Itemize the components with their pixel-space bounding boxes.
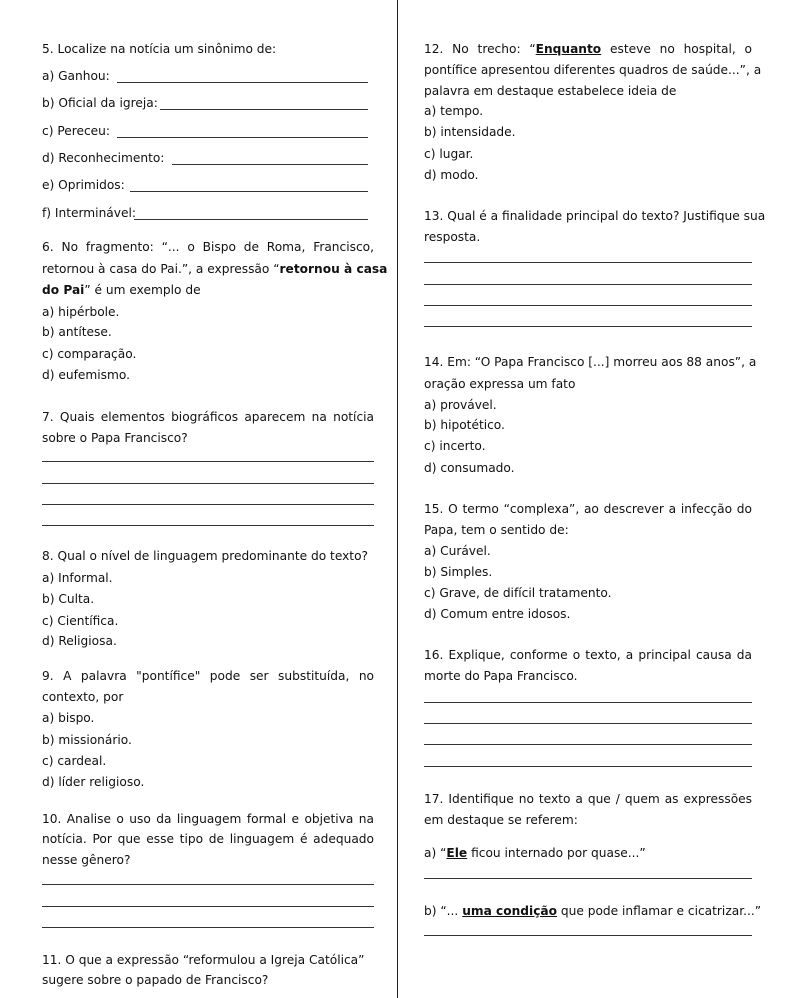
q13-answer-line-4[interactable] [424,326,752,327]
q6-option-d[interactable]: d) eufemismo. [42,368,130,382]
question-7-line-1: 7. Quais elementos biográficos aparecem na notícia [42,410,374,424]
question-14-line-1: 14. Em: “O Papa Francisco [...] morreu aos 88 anos”, a [424,355,757,369]
q5-item-f-label: f) Interminável: [42,206,136,220]
q9-option-d[interactable]: d) líder religioso. [42,775,145,789]
q5-answer-line-b[interactable] [160,109,368,110]
q8-option-d[interactable]: d) Religiosa. [42,634,117,648]
q5-item-b [42,96,158,110]
q17-item-a-post: ficou internado por quase...” [467,846,646,860]
q14-option-b[interactable]: b) hipotético. [424,418,505,432]
question-9-line-1: 9. A palavra "pontífice" pode ser substituída, no [42,669,374,683]
q17-item-a [424,846,646,860]
q7-answer-line-1[interactable] [42,461,374,462]
q5-item-e [42,178,125,192]
q7-answer-line-3[interactable] [42,504,374,505]
q5-answer-line-f[interactable] [134,219,368,220]
question-12-line-1 [424,42,752,56]
question-5-stem: 5. Localize na notícia um sinônimo de: [42,42,277,56]
q6-line-3-text: ” é um exemplo de [84,283,201,297]
question-17-line-1: 17. Identifique no texto a que / quem as expressões [424,792,752,806]
q15-option-c[interactable]: c) Grave, de difícil tratamento. [424,586,612,600]
question-15-line-1: 15. O termo “complexa”, ao descrever a infecção do [424,502,752,516]
right-column [398,0,803,998]
q5-item-c-label: c) Pereceu: [42,124,111,138]
q17-answer-line-a[interactable] [424,878,752,879]
question-7-line-2: sobre o Papa Francisco? [42,431,188,445]
q5-item-a-label: a) Ganhou: [42,69,110,83]
q13-answer-line-3[interactable] [424,305,752,306]
q17-item-a-highlight: Ele [446,846,468,860]
question-15-line-2: Papa, tem o sentido de: [424,523,569,537]
q5-answer-line-d[interactable] [172,164,368,165]
question-8-stem: 8. Qual o nível de linguagem predominante do texto? [42,549,369,563]
q9-option-b[interactable]: b) missionário. [42,733,132,747]
q5-answer-line-e[interactable] [130,191,368,192]
q12-line-1-pre: 12. No trecho: “ [424,42,536,56]
question-10-line-2: notícia. Por que esse tipo de linguagem é adequado [42,832,374,846]
q17-item-b [424,904,761,918]
question-6-line-1: 6. No fragmento: “... o Bispo de Roma, Francisco, [42,240,374,254]
q14-option-d[interactable]: d) consumado. [424,461,515,475]
question-10-line-3: nesse gênero? [42,853,131,867]
q14-option-c[interactable]: c) incerto. [424,439,486,453]
q16-answer-line-4[interactable] [424,766,752,767]
question-16-line-1: 16. Explique, conforme o texto, a principal causa da [424,648,752,662]
question-13-line-1: 13. Qual é a finalidade principal do texto? Justifique sua [424,209,766,223]
q17-item-b-pre: b) “... [424,904,463,918]
q5-answer-line-c[interactable] [117,137,368,138]
q10-answer-line-1[interactable] [42,884,374,885]
question-12-line-3: palavra em destaque estabelece ideia de [424,84,677,98]
q6-option-c[interactable]: c) comparação. [42,347,137,361]
q5-item-e-label: e) Oprimidos: [42,178,125,192]
q17-item-b-highlight: uma condição [462,904,558,918]
q17-answer-line-b[interactable] [424,935,752,936]
q15-option-b[interactable]: b) Simples. [424,565,493,579]
q10-answer-line-2[interactable] [42,906,374,907]
q6-line-2-text: retornou à casa do Pai.”, a expressão “ [42,262,280,276]
q17-item-a-pre: a) “ [424,846,447,860]
q5-item-a [42,69,110,83]
question-9-line-2: contexto, por [42,690,124,704]
q12-option-b[interactable]: b) intensidade. [424,125,516,139]
q5-item-f [42,206,136,220]
q8-option-b[interactable]: b) Culta. [42,592,95,606]
q12-line-1-post: esteve no hospital, o [601,42,752,56]
q7-answer-line-2[interactable] [42,483,374,484]
question-10-line-1: 10. Analise o uso da linguagem formal e objetiva na [42,812,374,826]
q9-option-a[interactable]: a) bispo. [42,711,95,725]
q16-answer-line-2[interactable] [424,723,752,724]
question-17-line-2: em destaque se referem: [424,813,578,827]
q5-item-d-label: d) Reconhecimento: [42,151,165,165]
q6-option-b[interactable]: b) antítese. [42,325,112,339]
q14-option-a[interactable]: a) provável. [424,398,497,412]
q12-option-d[interactable]: d) modo. [424,168,479,182]
q15-option-a[interactable]: a) Curável. [424,544,491,558]
question-12-line-2: pontífice apresentou diferentes quadros de saúde...”, a [424,63,762,77]
q7-answer-line-4[interactable] [42,525,374,526]
question-11-line-1: 11. O que a expressão “reformulou a Igreja Católica” [42,953,365,967]
q12-option-c[interactable]: c) lugar. [424,147,474,161]
q12-option-a[interactable]: a) tempo. [424,104,484,118]
question-16-line-2: morte do Papa Francisco. [424,669,578,683]
q6-option-a[interactable]: a) hipérbole. [42,305,120,319]
q8-option-c[interactable]: c) Científica. [42,614,119,628]
q13-answer-line-1[interactable] [424,262,752,263]
q5-answer-line-a[interactable] [117,82,368,83]
question-6-line-3 [42,283,201,297]
q16-answer-line-1[interactable] [424,702,752,703]
q13-answer-line-2[interactable] [424,284,752,285]
q15-option-d[interactable]: d) Comum entre idosos. [424,607,571,621]
question-11-line-2: sugere sobre o papado de Francisco? [42,973,269,987]
left-column [0,0,397,998]
q6-highlight-part-2: do Pai [42,283,85,297]
q16-answer-line-3[interactable] [424,744,752,745]
q8-option-a[interactable]: a) Informal. [42,571,113,585]
q6-highlight-part-1: retornou à casa [279,262,388,276]
question-13-line-2: resposta. [424,230,481,244]
q5-item-c [42,124,110,138]
question-6-line-2 [42,262,387,276]
q5-item-d [42,151,164,165]
q9-option-c[interactable]: c) cardeal. [42,754,107,768]
q17-item-b-post: que pode inflamar e cicatrizar...” [557,904,762,918]
q10-answer-line-3[interactable] [42,927,374,928]
q5-item-b-label: b) Oficial da igreja: [42,96,158,110]
q12-highlighted-word: Enquanto [535,42,602,56]
question-14-line-2: oração expressa um fato [424,377,576,391]
